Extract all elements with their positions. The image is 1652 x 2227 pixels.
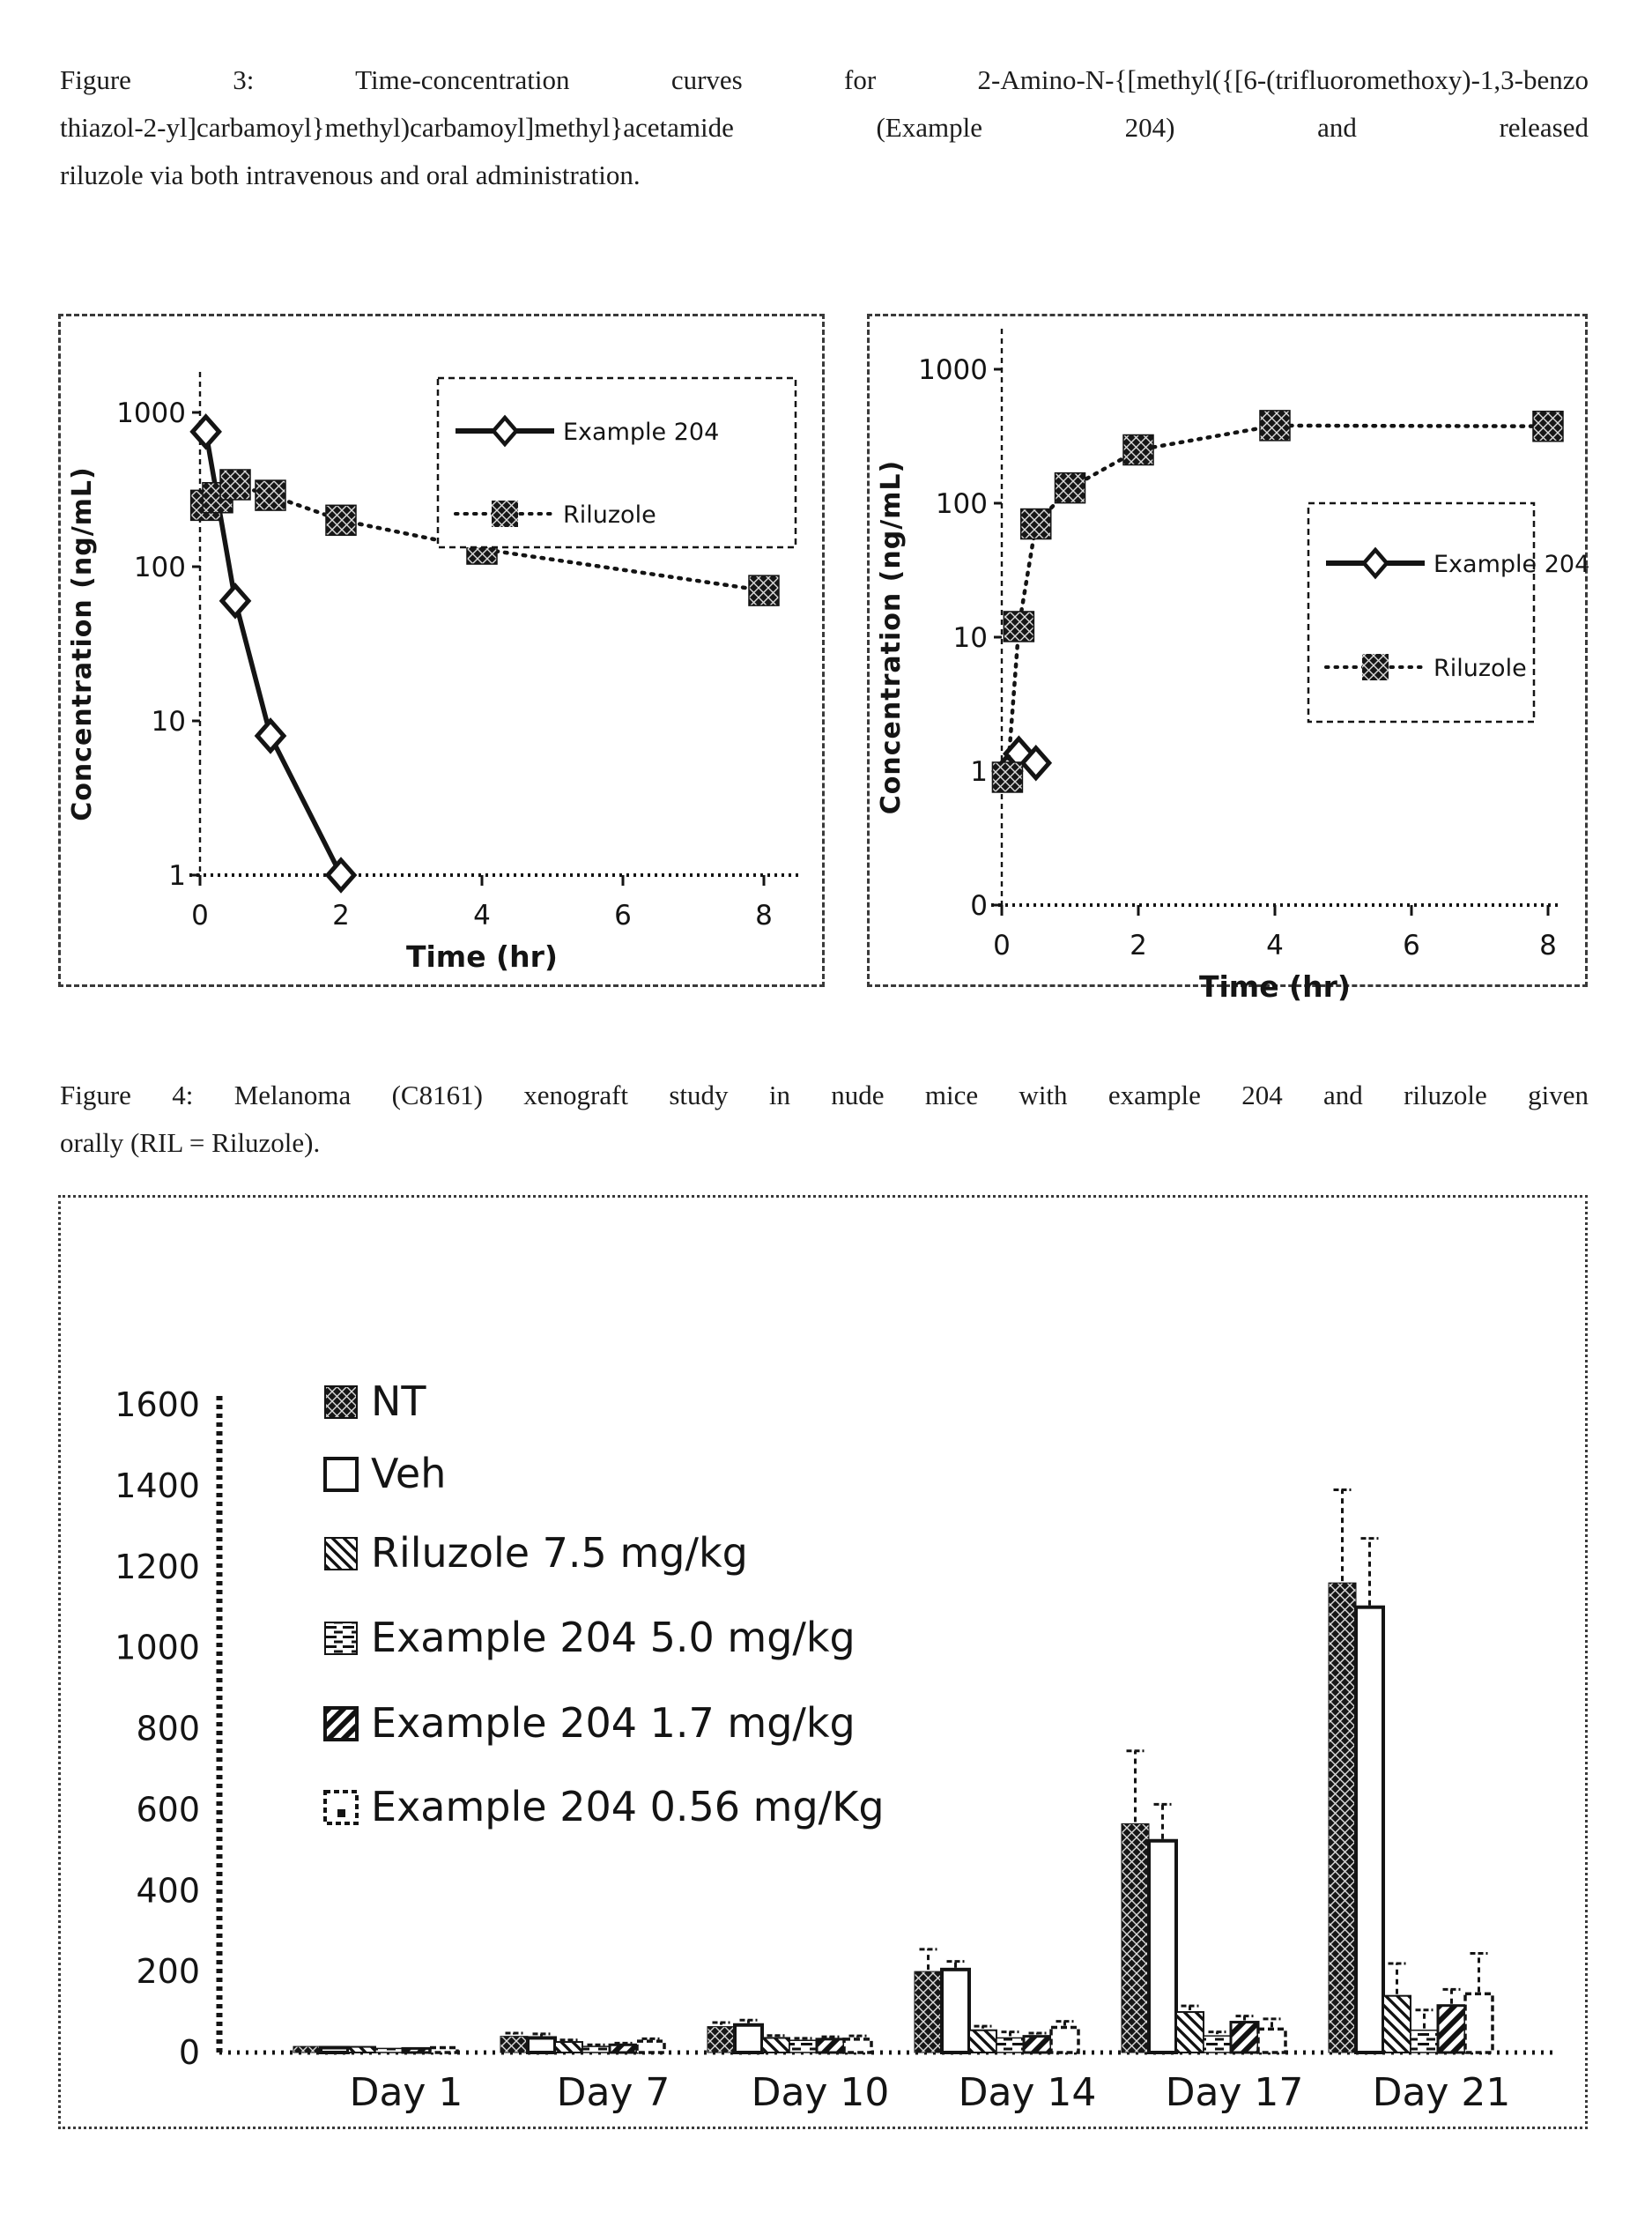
bar-riluzole-7-5-mg-kg-day10 [762, 2038, 789, 2053]
y-tick-label: 1000 [918, 354, 988, 386]
x-tick-label: 6 [614, 900, 632, 932]
bar-example-204-0-56-mg-kg-day10 [844, 2039, 871, 2053]
figure4-xenograft-panel [58, 1195, 1588, 2129]
bar-example-204-5-0-mg-kg-day21 [1411, 2030, 1438, 2053]
diamond-marker [193, 417, 219, 447]
legend-icon-white-dot [325, 1792, 357, 1823]
diamond-marker [222, 586, 248, 616]
bar-example-204-5-0-mg-kg-day17 [1204, 2036, 1231, 2053]
square-marker [1021, 509, 1051, 539]
bar-example-204-1-7-mg-kg-day10 [817, 2039, 844, 2053]
legend-square-icon [1362, 654, 1389, 680]
bar-example-204-1-7-mg-kg-day7 [610, 2045, 637, 2053]
diamond-marker [257, 721, 284, 751]
y-tick-label: 1 [168, 860, 186, 892]
legend-label: Example 204 [1433, 551, 1590, 578]
legend-label: Example 204 1.7 mg/kg [371, 1699, 856, 1747]
x-tick-label: 4 [1266, 930, 1284, 961]
bar-riluzole-7-5-mg-kg-day7 [555, 2042, 582, 2053]
x-category-label: Day 21 [1372, 2070, 1511, 2115]
figure3-caption-line3: riluzole via both intravenous and oral administration. [60, 160, 641, 190]
legend-label: Example 204 [563, 419, 720, 446]
bar-nt-day17 [1122, 1823, 1149, 2053]
oral-time-concentration-chart [870, 316, 1590, 1004]
bar-riluzole-7-5-mg-kg-day1 [348, 2047, 375, 2053]
bar-nt-day21 [1329, 1583, 1356, 2053]
x-category-label: Day 10 [751, 2070, 890, 2115]
y-tick-label: 100 [133, 552, 186, 583]
y-tick-label: 10 [952, 622, 988, 654]
x-category-label: Day 1 [349, 2070, 463, 2115]
iv-time-concentration-chart [61, 316, 817, 979]
bar-example-204-5-0-mg-kg-day7 [582, 2046, 610, 2053]
bar-nt-day7 [500, 2037, 528, 2053]
y-tick-label: 800 [136, 1709, 200, 1748]
legend-label: Riluzole [563, 501, 656, 529]
square-marker [256, 480, 285, 510]
y-tick-label: 1400 [115, 1466, 200, 1505]
x-tick-label: 2 [1130, 930, 1147, 961]
y-tick-label: 600 [136, 1790, 200, 1830]
y-tick-label: 0 [178, 2033, 200, 2072]
y-tick-label: 0 [970, 890, 988, 922]
x-category-label: Day 14 [958, 2070, 1097, 2115]
legend-label: Riluzole [1433, 655, 1527, 682]
bar-example-204-0-56-mg-kg-day21 [1465, 1993, 1493, 2053]
y-tick-label: 400 [136, 1871, 200, 1911]
legend-box [1308, 503, 1534, 722]
y-tick-label: 1 [970, 756, 988, 788]
legend-label: Riluzole 7.5 mg/kg [371, 1529, 748, 1577]
bar-riluzole-7-5-mg-kg-day21 [1383, 1996, 1411, 2053]
bar-veh-day10 [735, 2025, 762, 2053]
x-tick-label: 8 [755, 900, 773, 932]
bar-example-204-5-0-mg-kg-day1 [375, 2048, 403, 2053]
y-tick-label: 10 [151, 706, 186, 738]
bar-riluzole-7-5-mg-kg-day14 [969, 2030, 996, 2053]
bar-example-204-1-7-mg-kg-day14 [1024, 2037, 1051, 2053]
bar-example-204-1-7-mg-kg-day17 [1231, 2023, 1258, 2053]
bar-chart-content [115, 1377, 1559, 2115]
figure4-caption [60, 1072, 1589, 1167]
x-tick-label: 0 [993, 930, 1011, 961]
diamond-marker [328, 860, 354, 890]
bar-example-204-0-56-mg-kg-day17 [1258, 2029, 1285, 2053]
x-category-label: Day 7 [556, 2070, 670, 2115]
legend-label: NT [371, 1377, 426, 1425]
y-tick-label: 200 [136, 1952, 200, 1992]
x-tick-label: 6 [1403, 930, 1420, 961]
bar-veh-day14 [942, 1970, 969, 2053]
bar-riluzole-7-5-mg-kg-day17 [1176, 2012, 1204, 2053]
square-marker [749, 575, 779, 605]
x-tick-label: 4 [473, 900, 491, 932]
bar-example-204-1-7-mg-kg-day21 [1438, 2006, 1465, 2053]
bar-example-204-0-56-mg-kg-day1 [430, 2047, 457, 2053]
xenograft-tumor-volume-bar-chart [61, 1198, 1580, 2121]
figure3-caption-line2: thiazol-2-yl]carbamoyl}methyl)carbamoyl]methyl}acetamide (Example 204) and released [60, 112, 1589, 143]
bar-example-204-0-56-mg-kg-day14 [1051, 2028, 1078, 2053]
y-tick-label: 1000 [115, 1628, 200, 1667]
square-marker [1004, 612, 1033, 642]
square-marker [220, 470, 250, 500]
legend-label: Example 204 0.56 mg/Kg [371, 1783, 885, 1830]
legend-icon-white [325, 1459, 357, 1490]
bar-nt-day14 [915, 1971, 942, 2053]
bar-veh-day17 [1149, 1841, 1176, 2053]
square-marker [1123, 435, 1153, 465]
bar-veh-day1 [321, 2047, 348, 2053]
y-tick-label: 100 [935, 488, 988, 520]
bar-example-204-0-56-mg-kg-day7 [637, 2041, 664, 2053]
legend-label: Veh [371, 1450, 447, 1497]
legend-icon-diagonal-bold [325, 1708, 357, 1740]
legend-icon-diagonal-left [325, 1538, 357, 1570]
bar-nt-day10 [707, 2027, 735, 2053]
legend-icon-horizontal-dash [325, 1622, 357, 1654]
square-marker [326, 505, 356, 535]
square-marker [992, 762, 1022, 792]
figure4-caption-line2: orally (RIL = Riluzole). [60, 1127, 321, 1158]
y-tick-label: 1000 [116, 397, 186, 429]
figure4-caption-line1: Figure 4: Melanoma (C8161) xenograft study in nude mice with example 204 and riluzole given [60, 1080, 1589, 1110]
square-marker [1533, 412, 1563, 442]
x-category-label: Day 17 [1165, 2070, 1304, 2115]
y-tick-label: 1200 [115, 1547, 200, 1586]
chart-right-content [876, 329, 1589, 1004]
figure3-caption-line1: Figure 3: Time-concentration curves for 2-Amino-N-{[methyl({[6-(trifluoromethoxy)-1,3-benzo [60, 64, 1589, 95]
bar-veh-day21 [1356, 1607, 1383, 2053]
x-tick-label: 8 [1539, 930, 1557, 961]
x-axis-title: Time (hr) [405, 939, 559, 974]
legend-icon-crosshatch-dark [325, 1386, 357, 1418]
x-axis-title: Time (hr) [1198, 969, 1352, 1004]
figure3-iv-chart-panel [58, 314, 825, 987]
square-marker [1056, 473, 1085, 503]
bar-example-204-5-0-mg-kg-day14 [996, 2038, 1024, 2053]
y-tick-label: 1600 [115, 1385, 200, 1424]
bar-example-204-5-0-mg-kg-day10 [789, 2040, 817, 2053]
figure3-oral-chart-panel [867, 314, 1590, 1004]
figure3-caption [60, 56, 1589, 199]
x-tick-label: 2 [332, 900, 350, 932]
y-axis-title: Concentration (ng/mL) [67, 466, 98, 821]
x-tick-label: 0 [191, 900, 209, 932]
bar-example-204-1-7-mg-kg-day1 [403, 2048, 430, 2053]
legend-square-icon [492, 501, 518, 527]
square-marker [1260, 411, 1290, 441]
bar-nt-day1 [293, 2046, 321, 2053]
y-axis-title: Concentration (ng/mL) [876, 459, 907, 815]
chart-left-content [67, 372, 799, 974]
legend-label: Example 204 5.0 mg/kg [371, 1614, 856, 1661]
bar-veh-day7 [528, 2038, 555, 2053]
